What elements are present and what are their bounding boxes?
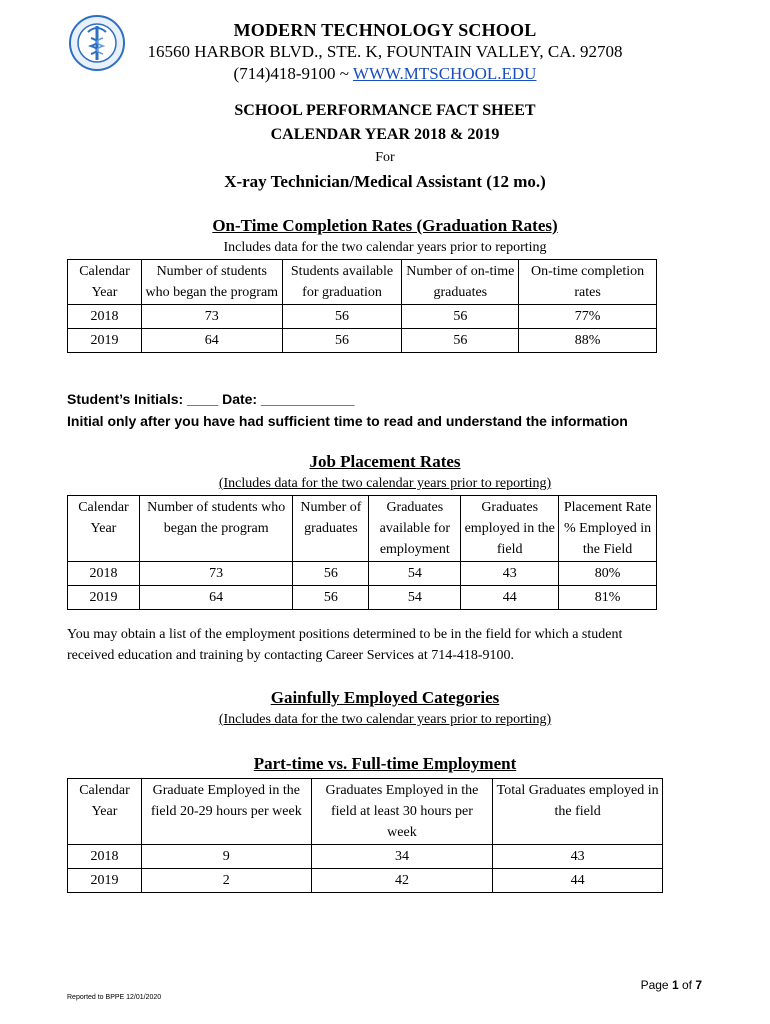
doc-subtitle: CALENDAR YEAR 2018 & 2019	[270, 126, 500, 143]
gainful-note: (Includes data for the two calendar years prior to reporting)	[218, 712, 552, 727]
table-cell: 43	[493, 845, 663, 869]
table-header-cell: Calendar Year	[68, 496, 140, 562]
phone-number: (714)418-9100 ~	[233, 64, 353, 83]
table-header-cell: Number of students who began the program	[141, 260, 282, 305]
table-cell: 56	[293, 562, 369, 586]
table-cell: 56	[402, 329, 519, 353]
table-header-cell: Graduates Employed in the field at least 30 hours per week	[311, 779, 493, 845]
table-cell: 2018	[68, 305, 142, 329]
completion-heading: On-Time Completion Rates (Graduation Rates)	[212, 216, 558, 235]
table-row	[68, 869, 663, 893]
page-number	[641, 978, 702, 992]
table-cell: 9	[141, 845, 311, 869]
table-header-cell: Number of on-time graduates	[402, 260, 519, 305]
table-cell: 54	[369, 562, 461, 586]
table-cell: 56	[293, 586, 369, 610]
table-header-cell: Graduates available for employment	[369, 496, 461, 562]
placement-note: (Includes data for the two calendar years prior to reporting)	[218, 476, 552, 491]
table-cell: 34	[311, 845, 493, 869]
school-name: MODERN TECHNOLOGY SCHOOL	[233, 20, 537, 40]
table-cell: 2	[141, 869, 311, 893]
gainful-heading: Gainfully Employed Categories	[270, 688, 500, 707]
website-link[interactable]: WWW.MTSCHOOL.EDU	[352, 64, 537, 83]
table-header-cell: Graduates employed in the field	[461, 496, 559, 562]
program-name: X-ray Technician/Medical Assistant (12 mo.)	[224, 172, 546, 191]
page-current: 1	[671, 978, 679, 992]
table-cell: 56	[402, 305, 519, 329]
table-row	[68, 329, 657, 353]
completion-table	[67, 259, 657, 353]
table-header-cell: Students available for graduation	[282, 260, 402, 305]
for-label: For	[375, 150, 395, 165]
table-cell: 56	[282, 305, 402, 329]
doc-title: SCHOOL PERFORMANCE FACT SHEET	[234, 102, 536, 119]
table-header-cell: Placement Rate % Employed in the Field	[559, 496, 657, 562]
table-cell: 64	[139, 586, 293, 610]
school-contact	[0, 64, 770, 84]
initials-instruction: Initial only after you have had sufficient time to read and understand the information	[67, 413, 628, 429]
table-cell: 80%	[559, 562, 657, 586]
table-row	[68, 586, 657, 610]
initials-line[interactable]: Student’s Initials: ____ Date: ____________	[67, 391, 355, 407]
page-prefix: Page	[640, 978, 672, 992]
table-cell: 2018	[68, 562, 140, 586]
table-cell: 43	[461, 562, 559, 586]
table-header-row	[68, 496, 657, 562]
school-address: 16560 HARBOR BLVD., STE. K, FOUNTAIN VALLEY, CA. 92708	[147, 42, 623, 61]
table-header-cell: Total Graduates employed in the field	[493, 779, 663, 845]
table-cell: 73	[141, 305, 282, 329]
parttime-table	[67, 778, 663, 893]
table-cell: 44	[493, 869, 663, 893]
table-header-cell: Calendar Year	[68, 779, 142, 845]
table-header-row	[68, 260, 657, 305]
table-cell: 2018	[68, 845, 142, 869]
table-cell: 64	[141, 329, 282, 353]
table-header-row	[68, 779, 663, 845]
table-cell: 81%	[559, 586, 657, 610]
table-header-cell: Calendar Year	[68, 260, 142, 305]
table-cell: 54	[369, 586, 461, 610]
initials-block	[67, 388, 628, 432]
table-cell: 77%	[519, 305, 657, 329]
table-header-cell: Number of students who began the program	[139, 496, 293, 562]
table-cell: 44	[461, 586, 559, 610]
table-cell: 88%	[519, 329, 657, 353]
table-row	[68, 305, 657, 329]
table-cell: 73	[139, 562, 293, 586]
table-cell: 42	[311, 869, 493, 893]
table-header-cell: Number of graduates	[293, 496, 369, 562]
table-header-cell: On-time completion rates	[519, 260, 657, 305]
table-cell: 56	[282, 329, 402, 353]
table-cell: 2019	[68, 329, 142, 353]
table-cell: 2019	[68, 869, 142, 893]
table-row	[68, 845, 663, 869]
table-row	[68, 562, 657, 586]
placement-heading: Job Placement Rates	[309, 452, 461, 471]
page-total: 7	[695, 978, 702, 992]
placement-table	[67, 495, 657, 610]
reported-date: Reported to BPPE 12/01/2020	[67, 994, 162, 1001]
table-header-cell: Graduate Employed in the field 20-29 hours per week	[141, 779, 311, 845]
page-of: of	[678, 978, 696, 992]
completion-note: Includes data for the two calendar years prior to reporting	[223, 240, 547, 255]
table-cell: 2019	[68, 586, 140, 610]
career-services-paragraph: You may obtain a list of the employment positions determined to be in the field for which a student received education and training by contacting Career Services at 714-418-9100.	[67, 627, 623, 663]
parttime-heading: Part-time vs. Full-time Employment	[253, 754, 517, 773]
